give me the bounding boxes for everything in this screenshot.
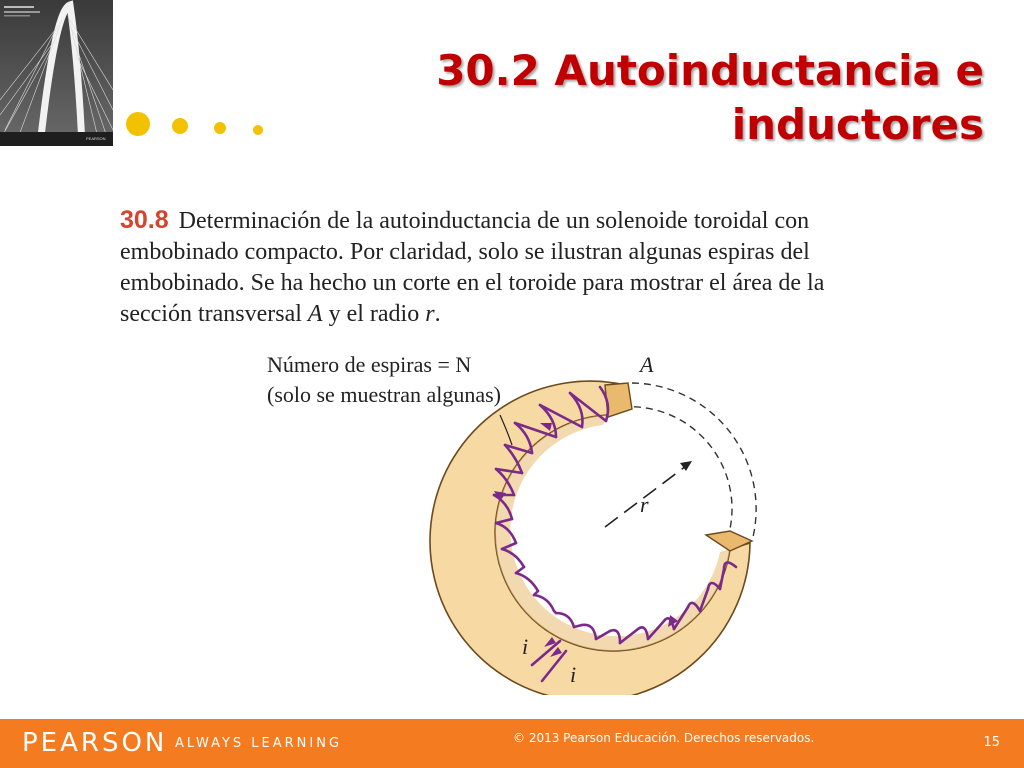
slide-title-line-2: inductores bbox=[731, 100, 984, 149]
caption-var-a: A bbox=[307, 301, 323, 327]
copyright-notice: © 2013 Pearson Educación. Derechos reservados. bbox=[513, 731, 815, 745]
caption-text-1: Determinación de la autoinductancia de un solenoide toroidal con embobinado compacto. Por claridad, solo se ilustran algunas espiras del embobinado. Se ha hecho un corte en el toroide para mostrar el área de la sección transversal bbox=[120, 208, 825, 327]
figure-number: 30.8 bbox=[120, 206, 169, 234]
caption-text-3: . bbox=[434, 301, 441, 327]
page-number: 15 bbox=[983, 735, 1000, 750]
cover-publisher: PEARSON bbox=[86, 136, 106, 141]
bridge-photo bbox=[0, 0, 113, 146]
current-label-in: i bbox=[522, 634, 529, 659]
slide-title bbox=[364, 44, 984, 152]
caption-text-2: y el radio bbox=[322, 301, 426, 327]
caption-var-r: r bbox=[425, 301, 435, 327]
decorative-dots bbox=[124, 110, 284, 140]
footer-bar bbox=[0, 719, 1024, 768]
radius-arrowhead bbox=[680, 461, 692, 471]
toroid-figure bbox=[260, 345, 780, 695]
dashed-inner-arc bbox=[622, 407, 732, 537]
toroid-diagram bbox=[260, 345, 780, 695]
turns-label: Número de espiras = N bbox=[267, 352, 472, 377]
pearson-logo: PEARSON bbox=[22, 728, 168, 758]
dashed-outer-arc bbox=[632, 383, 756, 541]
radius-label: r bbox=[640, 492, 649, 517]
turns-note: (solo se muestran algunas) bbox=[267, 382, 501, 407]
book-cover-image bbox=[0, 0, 113, 146]
current-label-out: i bbox=[570, 662, 577, 687]
area-label: A bbox=[640, 352, 654, 377]
slide-title-line-1: 30.2 Autoinductancia e bbox=[436, 46, 984, 95]
tagline: ALWAYS LEARNING bbox=[175, 736, 343, 751]
figure-caption bbox=[120, 205, 890, 330]
